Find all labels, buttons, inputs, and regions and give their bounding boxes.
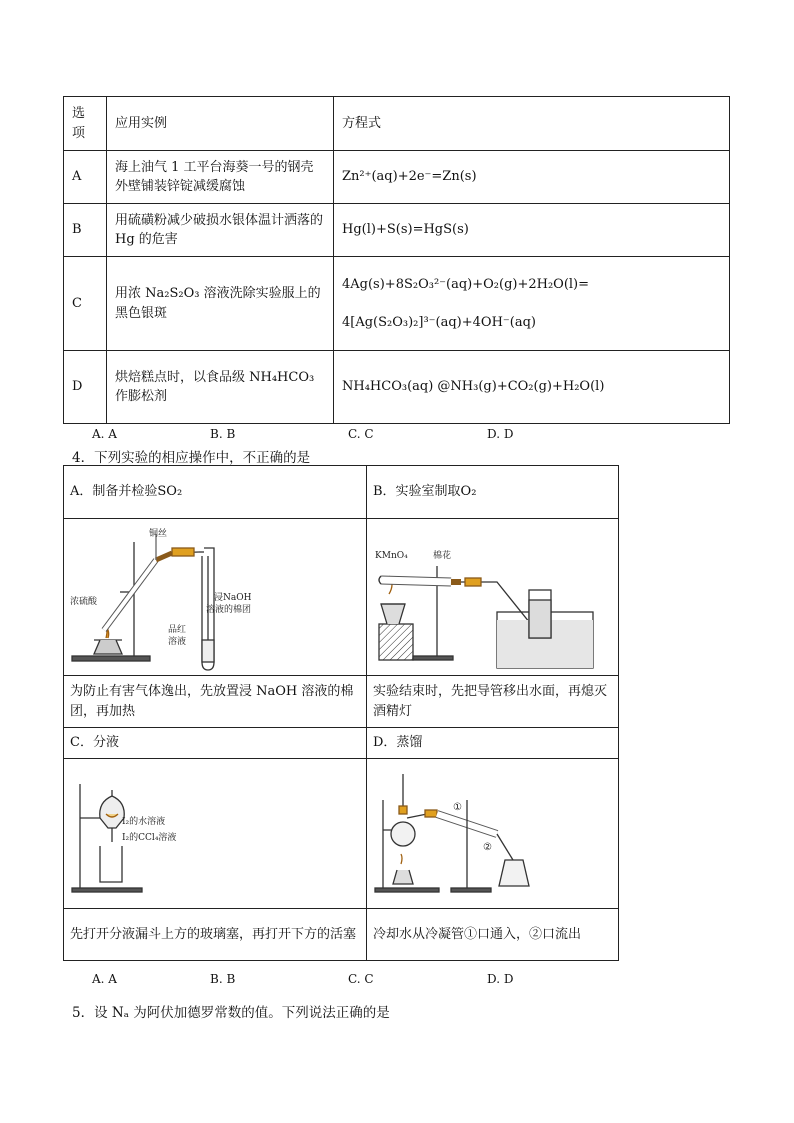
row-option: D [64,351,107,424]
cell-b-diagram [367,519,619,676]
table-row [64,909,619,961]
option-a[interactable]: A. A [92,427,117,441]
option-d[interactable]: D. D [487,972,514,986]
label-port-1: ① [453,801,462,813]
table-row [64,351,730,424]
table-row [64,676,619,728]
cell-c-title: C．分液 [64,728,367,759]
label-cotton: 棉花 [433,550,452,561]
option-c[interactable]: C. C [348,972,374,986]
label-copper-wire: 铜丝 [149,528,168,539]
distillation-diagram [367,760,613,908]
row-option: C [64,257,107,351]
cell-c-diagram [64,759,367,909]
experiment-table [63,465,619,961]
label-naoh-2: 溶液的棉团 [206,604,252,615]
row-equation: Hg(l)+S(s)=HgS(s) [334,204,730,257]
label-dye-2: 溶液 [168,636,187,647]
row-example: 海上油气 1 工平台海葵一号的钢壳外壁铺装锌锭减缓腐蚀 [107,151,334,204]
row-example: 用硫磺粉减少破损水银体温计洒落的 Hg 的危害 [107,204,334,257]
header-equation: 方程式 [334,97,730,151]
cell-d-title: D．蒸馏 [367,728,619,759]
label-naoh-1: 浸NaOH [214,592,252,603]
header-option-text: 选 项 [72,106,86,141]
cell-a-title: A．制备并检验SO₂ [64,466,367,519]
cell-a-operation: 为防止有害气体逸出，先放置浸 NaOH 溶液的棉团，再加热 [64,676,367,728]
row-equation: NH₄HCO₃(aq) @NH₃(g)+CO₂(g)+H₂O(l) [334,351,730,424]
table-row [64,204,730,257]
label-i2-ccl4: I₂的CCl₄溶液 [122,832,177,843]
table-row [64,151,730,204]
table-row [64,519,619,676]
cell-b-title: B．实验室制取O₂ [367,466,619,519]
table-row [64,728,619,759]
label-conc-acid: 浓硫酸 [70,596,98,607]
question-4-stem: 4．下列实验的相应操作中，不正确的是 [72,450,311,466]
cell-a-diagram [64,519,367,676]
row-example: 烘焙糕点时，以食品级 NH₄HCO₃ 作膨松剂 [107,351,334,424]
equation-line-2: 4[Ag(S₂O₃)₂]³⁻(aq)+4OH⁻(aq) [342,314,536,330]
label-port-2: ② [483,841,492,853]
table-row [64,759,619,909]
header-option [64,97,107,151]
equation-line-1: 4Ag(s)+8S₂O₃²⁻(aq)+O₂(g)+2H₂O(l)= [342,277,590,292]
label-dye-1: 品红 [168,624,187,635]
row-equation [334,257,730,351]
table-row [64,466,619,519]
cell-d-operation: 冷却水从冷凝管①口通入，②口流出 [367,909,619,961]
cell-b-operation: 实验结束时，先把导管移出水面，再熄灭酒精灯 [367,676,619,728]
option-c[interactable]: C. C [348,427,374,441]
label-i2-aq: I₂的水溶液 [122,816,166,827]
equation-table [63,96,730,424]
cell-c-operation: 先打开分液漏斗上方的玻璃塞，再打开下方的活塞 [64,909,367,961]
header-example: 应用实例 [107,97,334,151]
row-option: A [64,151,107,204]
row-example: 用浓 Na₂S₂O₃ 溶液洗除实验服上的黑色银斑 [107,257,334,351]
cell-d-diagram [367,759,619,909]
table-row [64,97,730,151]
row-equation: Zn²⁺(aq)+2e⁻=Zn(s) [334,151,730,204]
option-b[interactable]: B. B [210,427,236,441]
label-kmno4: KMnO₄ [375,550,408,561]
o2-apparatus-diagram [367,520,613,675]
so2-apparatus-diagram [64,520,366,675]
option-d[interactable]: D. D [487,427,514,441]
table-row [64,257,730,351]
option-a[interactable]: A. A [92,972,117,986]
option-b[interactable]: B. B [210,972,236,986]
separatory-funnel-diagram [64,760,366,908]
question-5-stem: 5．设 Nₐ 为阿伏加德罗常数的值。下列说法正确的是 [72,1005,390,1021]
row-option: B [64,204,107,257]
